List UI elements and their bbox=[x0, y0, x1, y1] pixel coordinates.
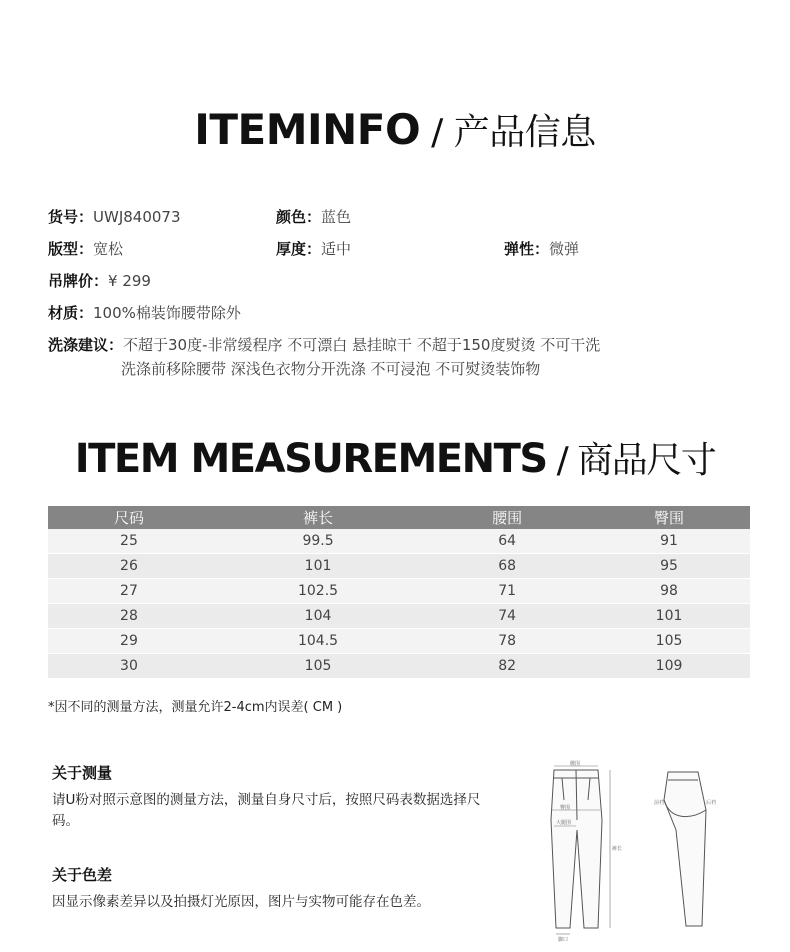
sku-label: 货号： bbox=[48, 208, 94, 226]
pants-front-view bbox=[551, 770, 602, 928]
item-info-title bbox=[0, 104, 790, 155]
cell-hip: 95 bbox=[588, 554, 750, 579]
cell-size: 27 bbox=[48, 579, 210, 604]
cell-hip: 105 bbox=[588, 629, 750, 654]
fit-row bbox=[48, 238, 123, 259]
care-row bbox=[48, 334, 600, 379]
cell-length: 105 bbox=[210, 654, 426, 679]
about-measure-text: 请U粉对照示意图的测量方法，测量自身尺寸后，按照尺码表数据选择尺码。 bbox=[52, 792, 481, 829]
cell-waist: 78 bbox=[426, 629, 588, 654]
cell-size: 30 bbox=[48, 654, 210, 679]
price-row bbox=[48, 270, 151, 291]
measurements-title-sep: / bbox=[546, 440, 578, 481]
price-value: ¥ 299 bbox=[108, 272, 151, 290]
table-row bbox=[48, 604, 750, 629]
size-table-header bbox=[48, 506, 750, 529]
table-row bbox=[48, 654, 750, 679]
fit-label: 版型： bbox=[48, 240, 94, 258]
table-row bbox=[48, 629, 750, 654]
cell-length: 99.5 bbox=[210, 529, 426, 554]
cell-waist: 64 bbox=[426, 529, 588, 554]
table-row bbox=[48, 554, 750, 579]
cell-size: 26 bbox=[48, 554, 210, 579]
care-label: 洗涤建议： bbox=[48, 336, 124, 354]
label-waist: 腰围 bbox=[570, 761, 581, 767]
color-value: 蓝色 bbox=[321, 208, 352, 226]
thickness-label: 厚度： bbox=[276, 240, 322, 258]
item-info-title-en: ITEMINFO bbox=[194, 105, 421, 154]
label-thigh: 大腿围 bbox=[556, 820, 572, 826]
col-waist: 腰围 bbox=[426, 506, 588, 529]
sku-row bbox=[48, 206, 181, 227]
about-color-text: 因显示像素差异以及拍摄灯光原因，图片与实物可能存在色差。 bbox=[52, 894, 430, 910]
table-row bbox=[48, 579, 750, 604]
care-line-1: 不超于30度-非常缓程序 不可漂白 悬挂晾干 不超于150度熨烫 不可干洗 bbox=[123, 336, 601, 354]
care-line-2: 洗涤前移除腰带 深浅色衣物分开洗涤 不可浸泡 不可熨烫装饰物 bbox=[121, 360, 541, 378]
table-row bbox=[48, 529, 750, 554]
label-back-rise: 后裆 bbox=[706, 800, 717, 806]
cell-length: 104 bbox=[210, 604, 426, 629]
cell-length: 102.5 bbox=[210, 579, 426, 604]
thickness-value: 适中 bbox=[321, 240, 352, 258]
cell-waist: 68 bbox=[426, 554, 588, 579]
label-length: 裤长 bbox=[612, 846, 623, 852]
cell-hip: 109 bbox=[588, 654, 750, 679]
sku-value: UWJ840073 bbox=[93, 208, 181, 226]
price-label: 吊牌价： bbox=[48, 272, 109, 290]
elastic-row bbox=[504, 238, 579, 259]
col-hip: 臀围 bbox=[588, 506, 750, 529]
measurements-title-cn: 商品尺寸 bbox=[577, 440, 716, 481]
cell-waist: 74 bbox=[426, 604, 588, 629]
item-info-title-cn: 产品信息 bbox=[453, 112, 596, 153]
label-hip: 臀围 bbox=[560, 805, 571, 811]
material-row bbox=[48, 302, 241, 323]
cell-size: 25 bbox=[48, 529, 210, 554]
elastic-label: 弹性： bbox=[504, 240, 550, 258]
label-front-rise: 前裆 bbox=[654, 800, 665, 806]
cell-length: 104.5 bbox=[210, 629, 426, 654]
about-measure-title: 关于测量 bbox=[52, 764, 113, 782]
col-length: 裤长 bbox=[210, 506, 426, 529]
measurements-title bbox=[0, 432, 790, 483]
cell-hip: 98 bbox=[588, 579, 750, 604]
measurement-note: *因不同的测量方法，测量允许2-4cm内误差( CM ) bbox=[48, 700, 343, 715]
thickness-row bbox=[276, 238, 351, 259]
fit-value: 宽松 bbox=[93, 240, 124, 258]
size-table bbox=[48, 506, 750, 679]
cell-hip: 91 bbox=[588, 529, 750, 554]
cell-waist: 71 bbox=[426, 579, 588, 604]
measurements-title-en: ITEM MEASUREMENTS bbox=[74, 436, 547, 482]
material-value: 100%棉装饰腰带除外 bbox=[93, 304, 241, 322]
col-size: 尺码 bbox=[48, 506, 210, 529]
about-color-title: 关于色差 bbox=[52, 866, 113, 884]
cell-hip: 101 bbox=[588, 604, 750, 629]
pants-measure-diagram bbox=[540, 760, 740, 945]
item-info-title-sep: / bbox=[420, 112, 454, 153]
cell-size: 29 bbox=[48, 629, 210, 654]
cell-waist: 82 bbox=[426, 654, 588, 679]
color-label: 颜色： bbox=[276, 208, 322, 226]
cell-size: 28 bbox=[48, 604, 210, 629]
elastic-value: 微弹 bbox=[549, 240, 580, 258]
pants-side-view bbox=[664, 772, 706, 926]
cell-length: 101 bbox=[210, 554, 426, 579]
color-row bbox=[276, 206, 351, 227]
label-hem: 脚口 bbox=[558, 937, 569, 943]
material-label: 材质： bbox=[48, 304, 94, 322]
